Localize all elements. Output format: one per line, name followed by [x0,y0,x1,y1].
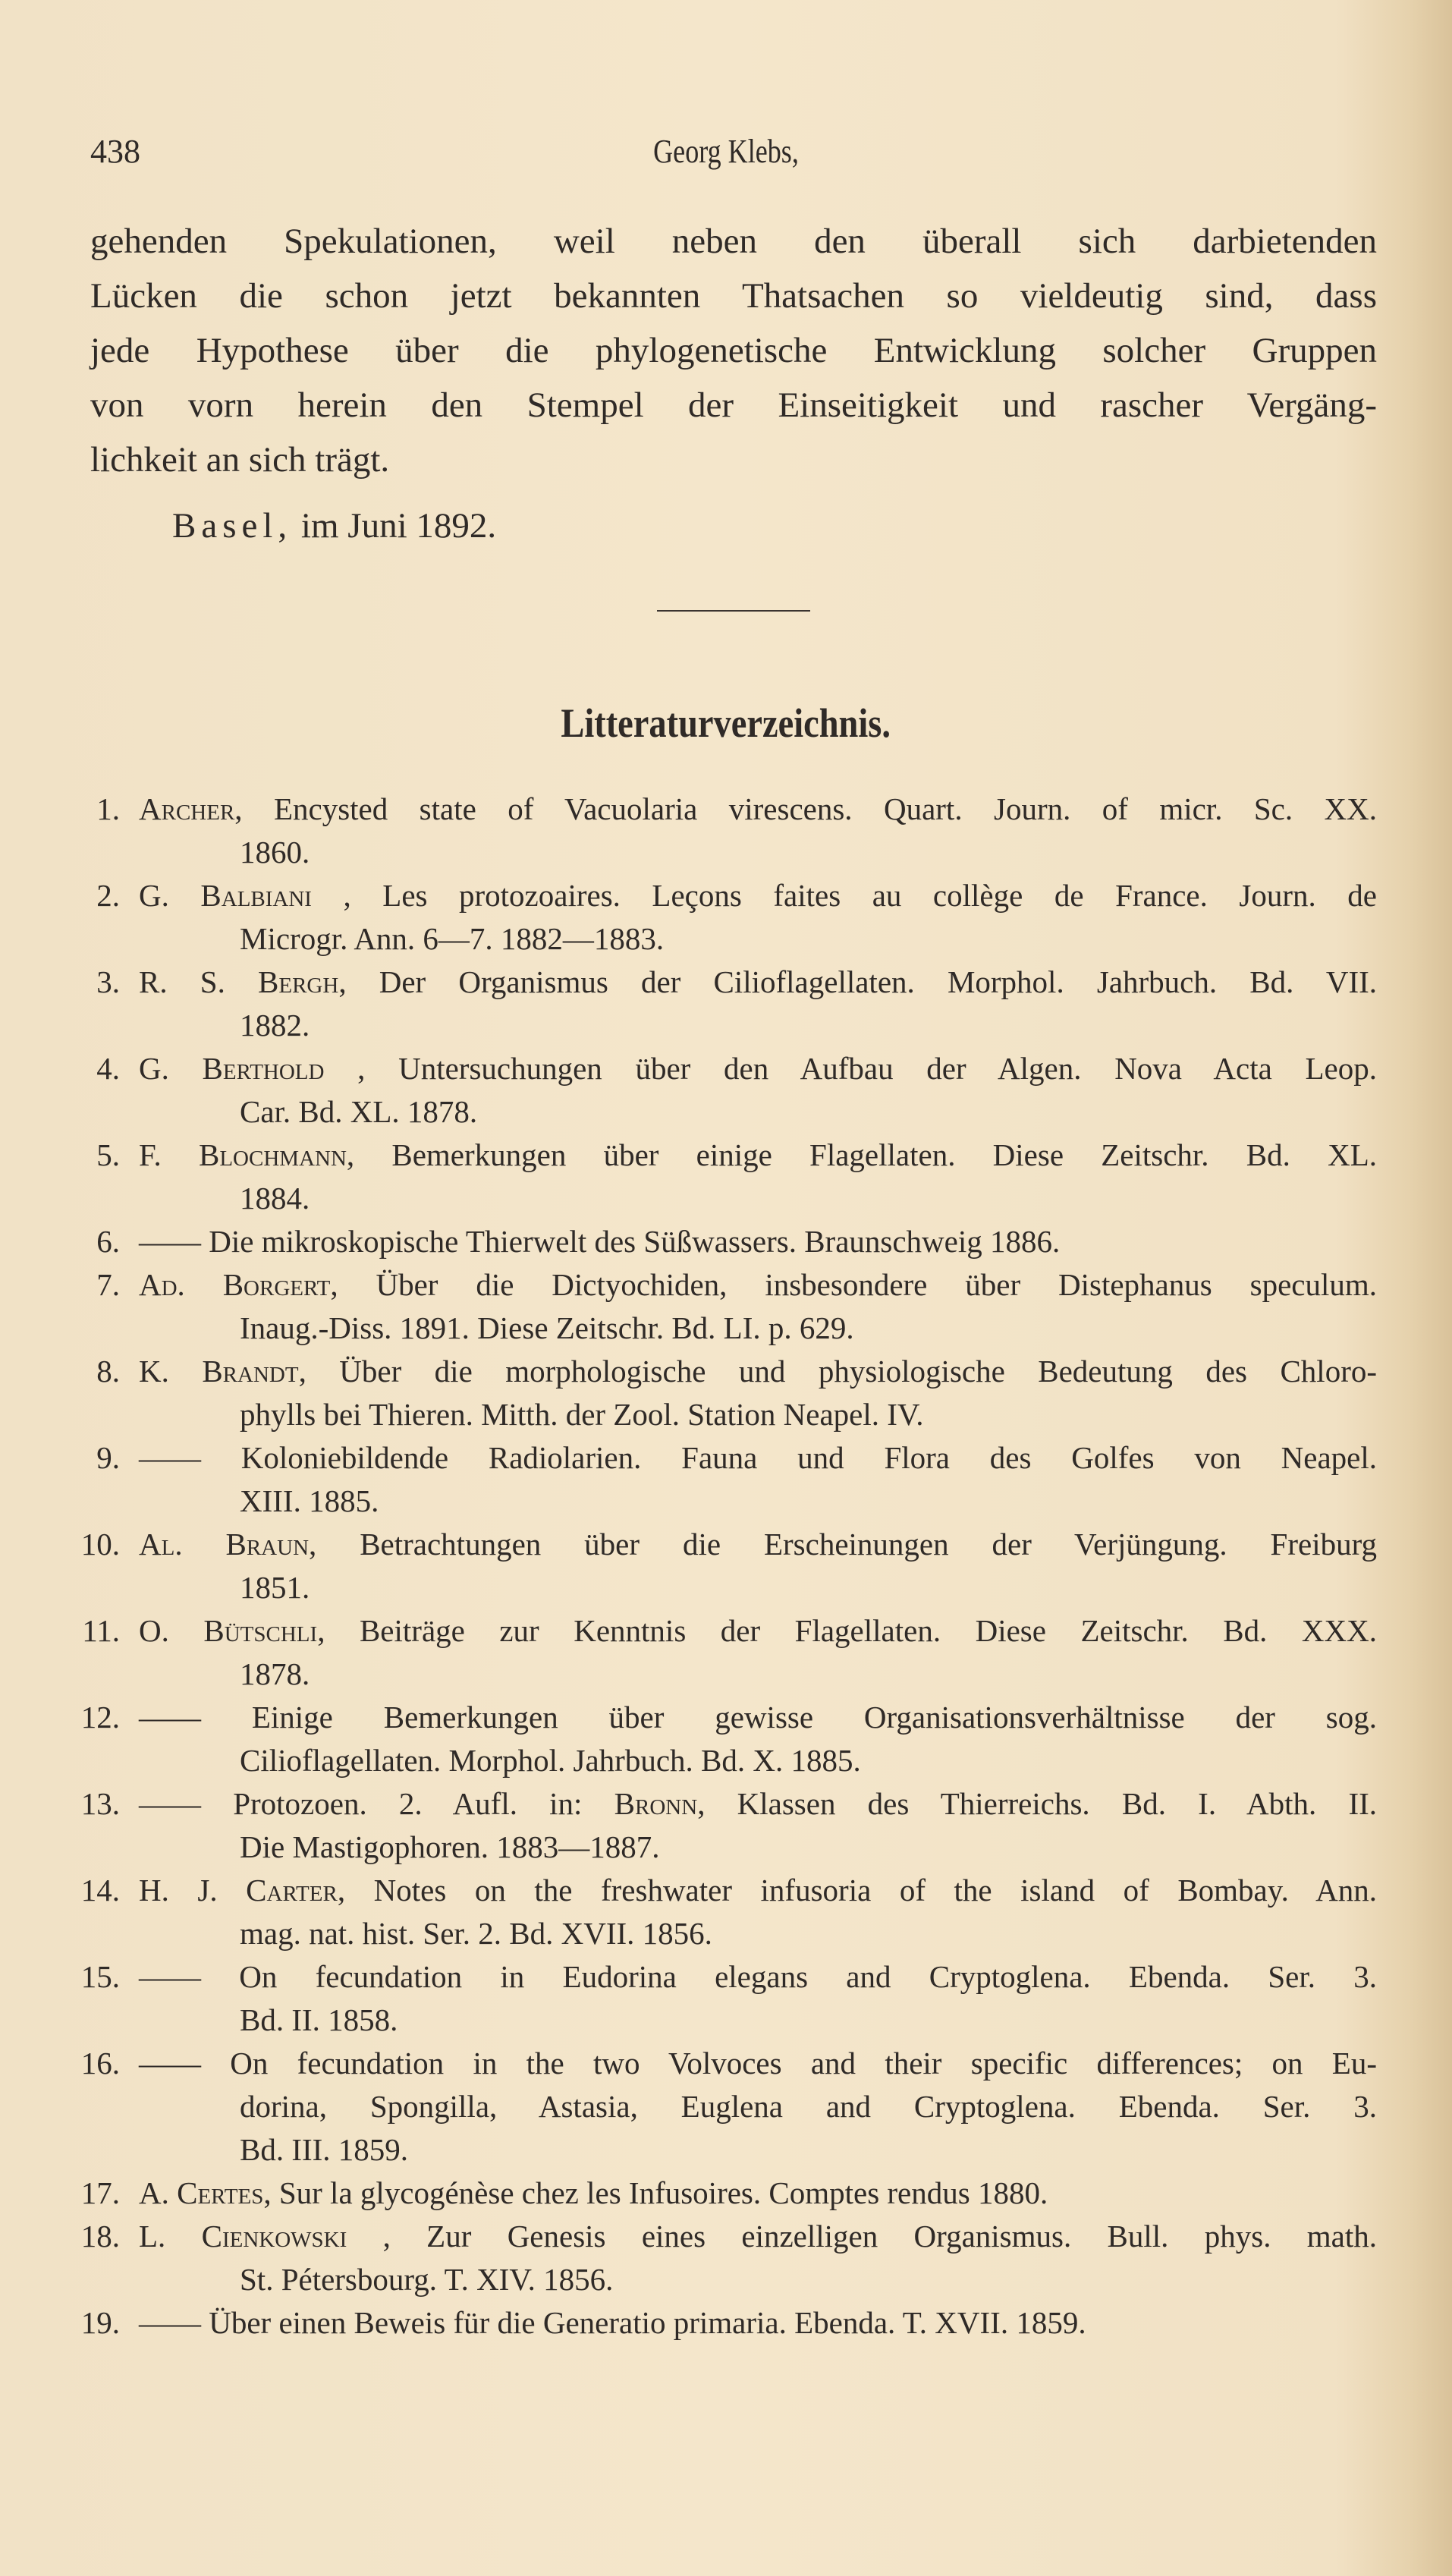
reference-segment: , Der Organismus der Cilioflagellaten. Morphol. Jahrbuch. Bd. VII. [338,964,1378,999]
reference-segment: Die Mastigophoren. 1883—1887. [240,1829,660,1864]
reference-line [0,2301,1452,2345]
reference-text [139,961,1377,1004]
reference-text [240,1307,1377,1350]
reference-author: Archer [139,791,235,826]
reference-author: Cienkowski [201,2219,347,2254]
reference-segment: Car. Bd. XL. 1878. [240,1094,478,1129]
reference-text [240,1090,1377,1134]
reference-segment: Bd. III. 1859. [240,2132,409,2167]
reference-line [0,2258,1452,2301]
reference-line [0,917,1452,961]
reference-line [0,1220,1452,1263]
reference-text [139,1955,1377,1999]
reference-entry [0,2172,1452,2215]
reference-author: Carter [246,1873,338,1908]
reference-number: 4. [96,1051,120,1086]
reference-number: 17. [80,2175,120,2210]
reference-segment: St. Pétersbourg. T. XIV. 1856. [240,2262,614,2297]
reference-entry [0,1263,1452,1350]
reference-text [240,2258,1377,2301]
reference-line [0,1999,1452,2042]
reference-line [0,1739,1452,1782]
reference-number: 6. [96,1224,120,1259]
reference-entry [0,1696,1452,1782]
paragraph-line: jede Hypothese über die phylogenetische Entwicklung solcher Gruppen [90,331,1377,370]
reference-line [0,874,1452,917]
reference-segment: Bd. II. 1858. [240,2002,398,2037]
reference-number: 8. [96,1354,120,1389]
page-number: 438 [90,133,140,170]
reference-list [0,788,1452,2345]
reference-text [240,1826,1377,1869]
reference-line [0,1609,1452,1653]
reference-author: Berthold [202,1051,325,1086]
reference-text [139,1220,1377,1263]
reference-segment: XIII. 1885. [240,1483,379,1518]
reference-entry [0,874,1452,961]
reference-text [139,1047,1377,1090]
paragraph-line: Lücken die schon jetzt bekannten Thatsachen so vieldeutig sind, dass [90,276,1377,316]
reference-author: Bronn [614,1786,698,1821]
reference-segment: , Über die Dictyochiden, insbesondere über Distephanus speculum. [330,1267,1377,1302]
reference-entry [0,1436,1452,1523]
reference-text [240,917,1377,961]
reference-segment: K. [139,1354,203,1389]
signature-line [172,499,496,553]
reference-number: 7. [96,1267,120,1302]
reference-text [240,1393,1377,1436]
reference-text [240,1739,1377,1782]
reference-entry [0,1609,1452,1696]
reference-entry [0,1869,1452,1955]
reference-text [240,1999,1377,2042]
reference-segment: , Untersuchungen über den Aufbau der Algen. Nova Acta Leop. [324,1051,1377,1086]
reference-segment: F. [139,1137,199,1172]
reference-number: 19. [80,2305,120,2340]
paragraph-line: lichkeit an sich trägt. [90,440,390,480]
reference-segment: R. S. [139,964,259,999]
reference-number: 16. [80,2046,120,2081]
signature-date: im Juni 1892. [292,506,497,546]
reference-line [0,1653,1452,1696]
reference-segment: Inaug.-Diss. 1891. Diese Zeitschr. Bd. LI. p. 629. [240,1310,854,1345]
reference-entry [0,1782,1452,1869]
reference-line [0,2042,1452,2085]
paragraph-line: von vorn herein den Stempel der Einseitigkeit und rascher Vergäng- [90,385,1377,425]
closing-paragraph [90,214,1377,487]
reference-entry [0,1350,1452,1436]
reference-entry [0,2042,1452,2172]
reference-entry [0,1955,1452,2042]
reference-line [0,1566,1452,1609]
reference-segment: , Betrachtungen über die Erscheinungen der Verjüngung. Freiburg [309,1527,1377,1562]
reference-number: 5. [96,1137,120,1172]
reference-number: 2. [96,878,120,913]
reference-line [0,961,1452,1004]
reference-text [139,874,1377,917]
reference-number: 3. [96,964,120,999]
reference-entry [0,1134,1452,1220]
reference-line [0,1782,1452,1826]
reference-number: 12. [80,1700,120,1735]
reference-segment: 1851. [240,1570,310,1605]
reference-text [240,2128,1377,2172]
reference-number: 11. [82,1613,120,1648]
reference-line [0,1696,1452,1739]
reference-text [240,1653,1377,1696]
reference-line [0,1307,1452,1350]
reference-author: Brandt [202,1354,299,1389]
reference-entry [0,1047,1452,1134]
reference-text [139,1134,1377,1177]
reference-text [240,831,1377,874]
reference-segment: G. [139,1051,203,1086]
reference-text [139,1782,1377,1826]
reference-line [0,831,1452,874]
reference-line [0,2128,1452,2172]
reference-number: 13. [80,1786,120,1821]
reference-line [0,1480,1452,1523]
reference-segment: , Notes on the freshwater infusoria of the island of Bombay. Ann. [337,1873,1377,1908]
reference-text [139,1696,1377,1739]
reference-text [139,788,1377,831]
reference-segment: A. [139,2175,178,2210]
reference-text [139,1869,1377,1912]
reference-segment: , Beiträge zur Kenntnis der Flagellaten. Diese Zeitschr. Bd. XXX. [317,1613,1378,1648]
reference-number: 15. [80,1959,120,1994]
reference-entry [0,2215,1452,2301]
reference-author: Ad. Borgert [139,1267,331,1302]
reference-segment: O. [139,1613,204,1648]
reference-line [0,788,1452,831]
reference-segment: , Bemerkungen über einige Flagellaten. Diese Zeitschr. Bd. XL. [346,1137,1377,1172]
reference-text [139,1263,1377,1307]
reference-line [0,1263,1452,1307]
reference-author: Blochmann [199,1137,347,1172]
reference-line [0,1436,1452,1480]
reference-segment: , Klassen des Thierreichs. Bd. I. Abth. II. [697,1786,1378,1821]
reference-text [139,2301,1377,2345]
reference-author: Bergh [258,964,339,999]
reference-author: Bütschli [203,1613,318,1648]
reference-line [0,1350,1452,1393]
reference-segment: G. [139,878,201,913]
reference-line [0,2172,1452,2215]
reference-number: 14. [80,1873,120,1908]
reference-author: Certes [177,2175,264,2210]
reference-line [0,1090,1452,1134]
reference-segment: —— On fecundation in Eudorina elegans and Cryptoglena. Ebenda. Ser. 3. [139,1959,1377,1994]
reference-segment: —— Protozoen. 2. Aufl. in: [139,1786,614,1821]
reference-entry [0,1220,1452,1263]
reference-segment: —— Einige Bemerkungen über gewisse Organisationsverhältnisse der sog. [139,1700,1377,1735]
reference-text [240,1480,1377,1523]
paragraph-line: gehenden Spekulationen, weil neben den überall sich darbietenden [90,222,1377,261]
reference-text [240,1004,1377,1047]
reference-number: 9. [96,1440,120,1475]
reference-entry [0,1523,1452,1609]
reference-entry [0,2301,1452,2345]
reference-text [139,1609,1377,1653]
reference-line [0,1393,1452,1436]
reference-text [139,2172,1377,2215]
reference-segment: 1878. [240,1656,310,1691]
reference-text [240,2085,1377,2128]
signature-place: Basel, [172,506,293,546]
reference-entry [0,788,1452,874]
reference-segment: H. J. [139,1873,247,1908]
reference-line [0,1869,1452,1912]
reference-segment: —— Die mikroskopische Thierwelt des Süßwassers. Braunschweig 1886. [139,1224,1061,1259]
reference-line [0,2215,1452,2258]
reference-segment: L. [139,2219,202,2254]
section-title-text: Litteraturverzeichnis. [561,700,891,746]
reference-segment: 1884. [240,1181,310,1216]
reference-text [139,1436,1377,1480]
reference-segment: 1860. [240,835,310,870]
reference-author: Al. Braun [139,1527,310,1562]
reference-segment: , Encysted state of Vacuolaria virescens. Quart. Journ. of micr. Sc. XX. [234,791,1377,826]
reference-line [0,1826,1452,1869]
reference-segment: —— Über einen Beweis für die Generatio primaria. Ebenda. T. XVII. 1859. [139,2305,1086,2340]
reference-segment: 1882. [240,1008,310,1043]
section-divider [657,610,810,612]
reference-line [0,1177,1452,1220]
reference-text [240,1177,1377,1220]
section-title [0,698,1452,748]
reference-author: Balbiani [200,878,312,913]
reference-number: 18. [80,2219,120,2254]
reference-text [139,1350,1377,1393]
reference-line [0,1004,1452,1047]
reference-text [240,1566,1377,1609]
reference-segment: , Zur Genesis eines einzelligen Organismus. Bull. phys. math. [347,2219,1377,2254]
reference-segment: mag. nat. hist. Ser. 2. Bd. XVII. 1856. [240,1916,712,1951]
reference-segment: —— Koloniebildende Radiolarien. Fauna und Flora des Golfes von Neapel. [139,1440,1377,1475]
reference-line [0,1955,1452,1999]
reference-segment: Cilioflagellaten. Morphol. Jahrbuch. Bd. X. 1885. [240,1743,861,1778]
reference-segment: , Sur la glycogénèse chez les Infusoires. Comptes rendus 1880. [263,2175,1048,2210]
running-head: Georg Klebs, [653,133,799,170]
reference-segment: , Les protozoaires. Leçons faites au collège de France. Journ. de [311,878,1377,913]
reference-text [139,2042,1377,2085]
reference-segment: dorina, Spongilla, Astasia, Euglena and Cryptoglena. Ebenda. Ser. 3. [240,2089,1377,2124]
reference-text [240,1912,1377,1955]
reference-number: 10. [80,1527,120,1562]
reference-text [139,2215,1377,2258]
reference-segment: , Über die morphologische und physiologische Bedeutung des Chloro- [298,1354,1378,1389]
reference-entry [0,961,1452,1047]
reference-line [0,1134,1452,1177]
reference-number: 1. [96,791,120,826]
reference-text [139,1523,1377,1566]
reference-segment: phylls bei Thieren. Mitth. der Zool. Station Neapel. IV. [240,1397,924,1432]
reference-line [0,1523,1452,1566]
reference-segment: Microgr. Ann. 6—7. 1882—1883. [240,921,665,956]
reference-line [0,1047,1452,1090]
reference-segment: —— On fecundation in the two Volvoces and their specific differences; on Eu- [139,2046,1377,2081]
reference-line [0,2085,1452,2128]
reference-line [0,1912,1452,1955]
